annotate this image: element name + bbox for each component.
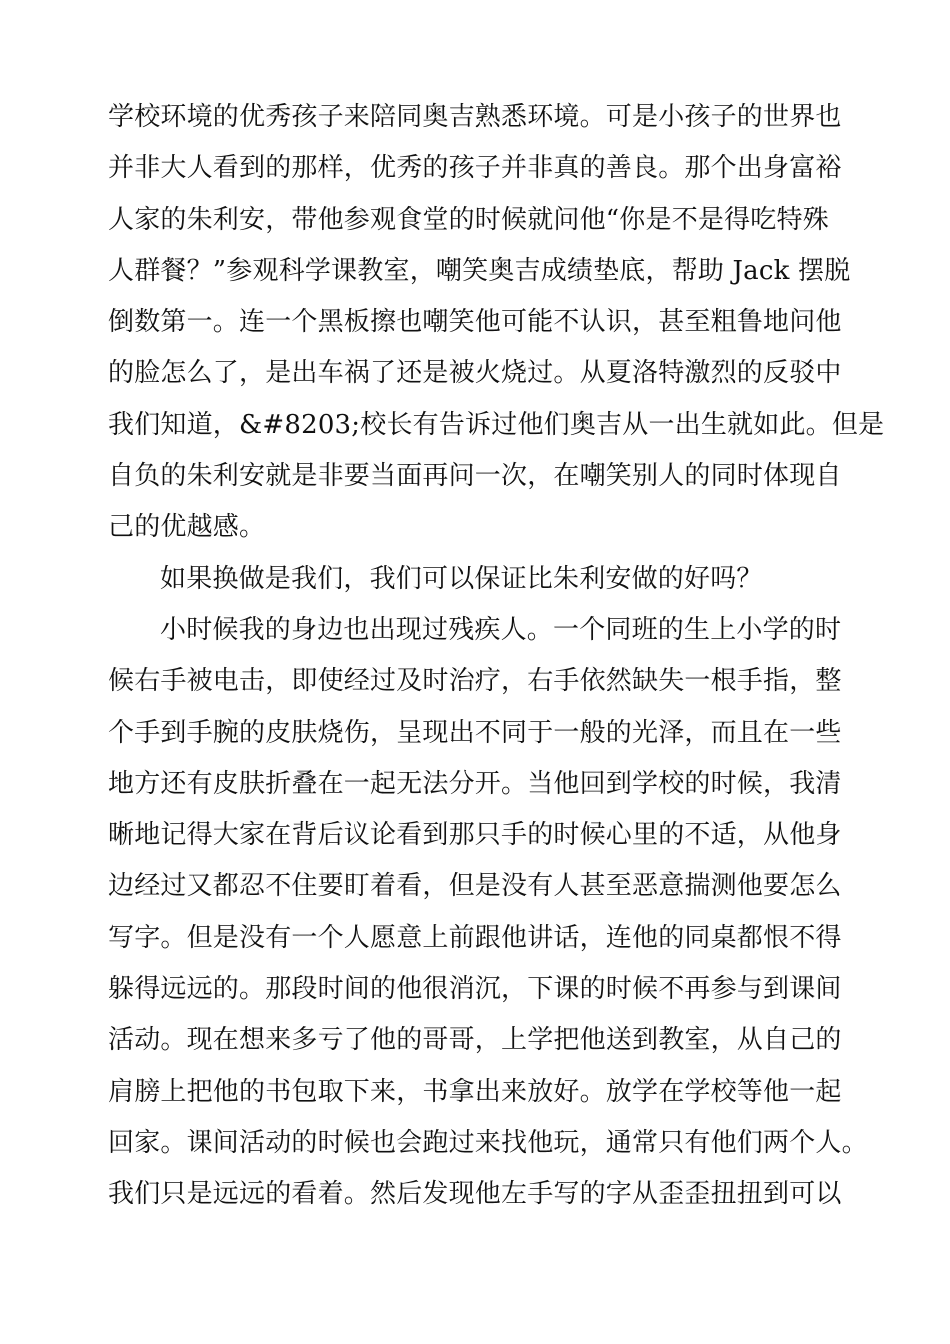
text-line: 写字。但是没有一个人愿意上前跟他讲话，连他的同桌都恨不得 (108, 922, 842, 953)
text-line: 候右手被电击，即使经过及时治疗，右手依然缺失一根手指，整 (108, 666, 842, 697)
paragraph-first-line: 小时候我的身边也出现过残疾人。一个同班的生上小学的时 (160, 614, 842, 645)
text-line: 我们只是远远的看着。然后发现他左手写的字从歪歪扭扭到可以 (108, 1179, 842, 1210)
text-line: 人家的朱利安，带他参观食堂的时候就问他“你是不是得吃特殊 (108, 204, 829, 235)
paragraph-first-line: 如果换做是我们，我们可以保证比朱利安做的好吗？ (160, 563, 763, 594)
text-line: 我们知道，&#8203;校长有告诉过他们奥吉从一出生就如此。但是 (108, 409, 885, 440)
text-line: 人群餐？”参观科学课教室，嘲笑奥吉成绩垫底，帮助 Jack 摆脱 (108, 255, 851, 286)
text-line: 学校环境的优秀孩子来陪同奥吉熟悉环境。可是小孩子的世界也 (108, 102, 842, 132)
text-line: 地方还有皮肤折叠在一起无法分开。当他回到学校的时候，我清 (108, 768, 842, 799)
text-line: 晰地记得大家在背后议论看到那只手的时候心里的不适，从他身 (108, 820, 842, 851)
text-line: 回家。课间活动的时候也会跑过来找他玩，通常只有他们两个人。 (108, 1127, 868, 1158)
text-line: 己的优越感。 (108, 512, 266, 543)
text-line: 并非大人看到的那样，优秀的孩子并非真的善良。那个出身富裕 (108, 153, 842, 184)
text-line: 的脸怎么了，是出车祸了还是被火烧过。从夏洛特激烈的反驳中 (108, 358, 842, 389)
text-line: 活动。现在想来多亏了他的哥哥，上学把他送到教室，从自己的 (108, 1025, 842, 1056)
text-line: 肩膀上把他的书包取下来，书拿出来放好。放学在学校等他一起 (108, 1076, 842, 1107)
text-line: 边经过又都忍不住要盯着看，但是没有人甚至恶意揣测他要怎么 (108, 871, 842, 902)
body-text (108, 92, 885, 1221)
text-line: 自负的朱利安就是非要当面再问一次，在嘲笑别人的同时体现自 (108, 461, 842, 492)
text-line: 躲得远远的。那段时间的他很消沉，下课的时候不再参与到课间 (108, 974, 842, 1005)
text-line: 个手到手腕的皮肤烧伤，呈现出不同于一般的光泽，而且在一些 (108, 717, 842, 748)
text-line: 倒数第一。连一个黑板擦也嘲笑他可能不认识，甚至粗鲁地问他 (108, 307, 842, 338)
